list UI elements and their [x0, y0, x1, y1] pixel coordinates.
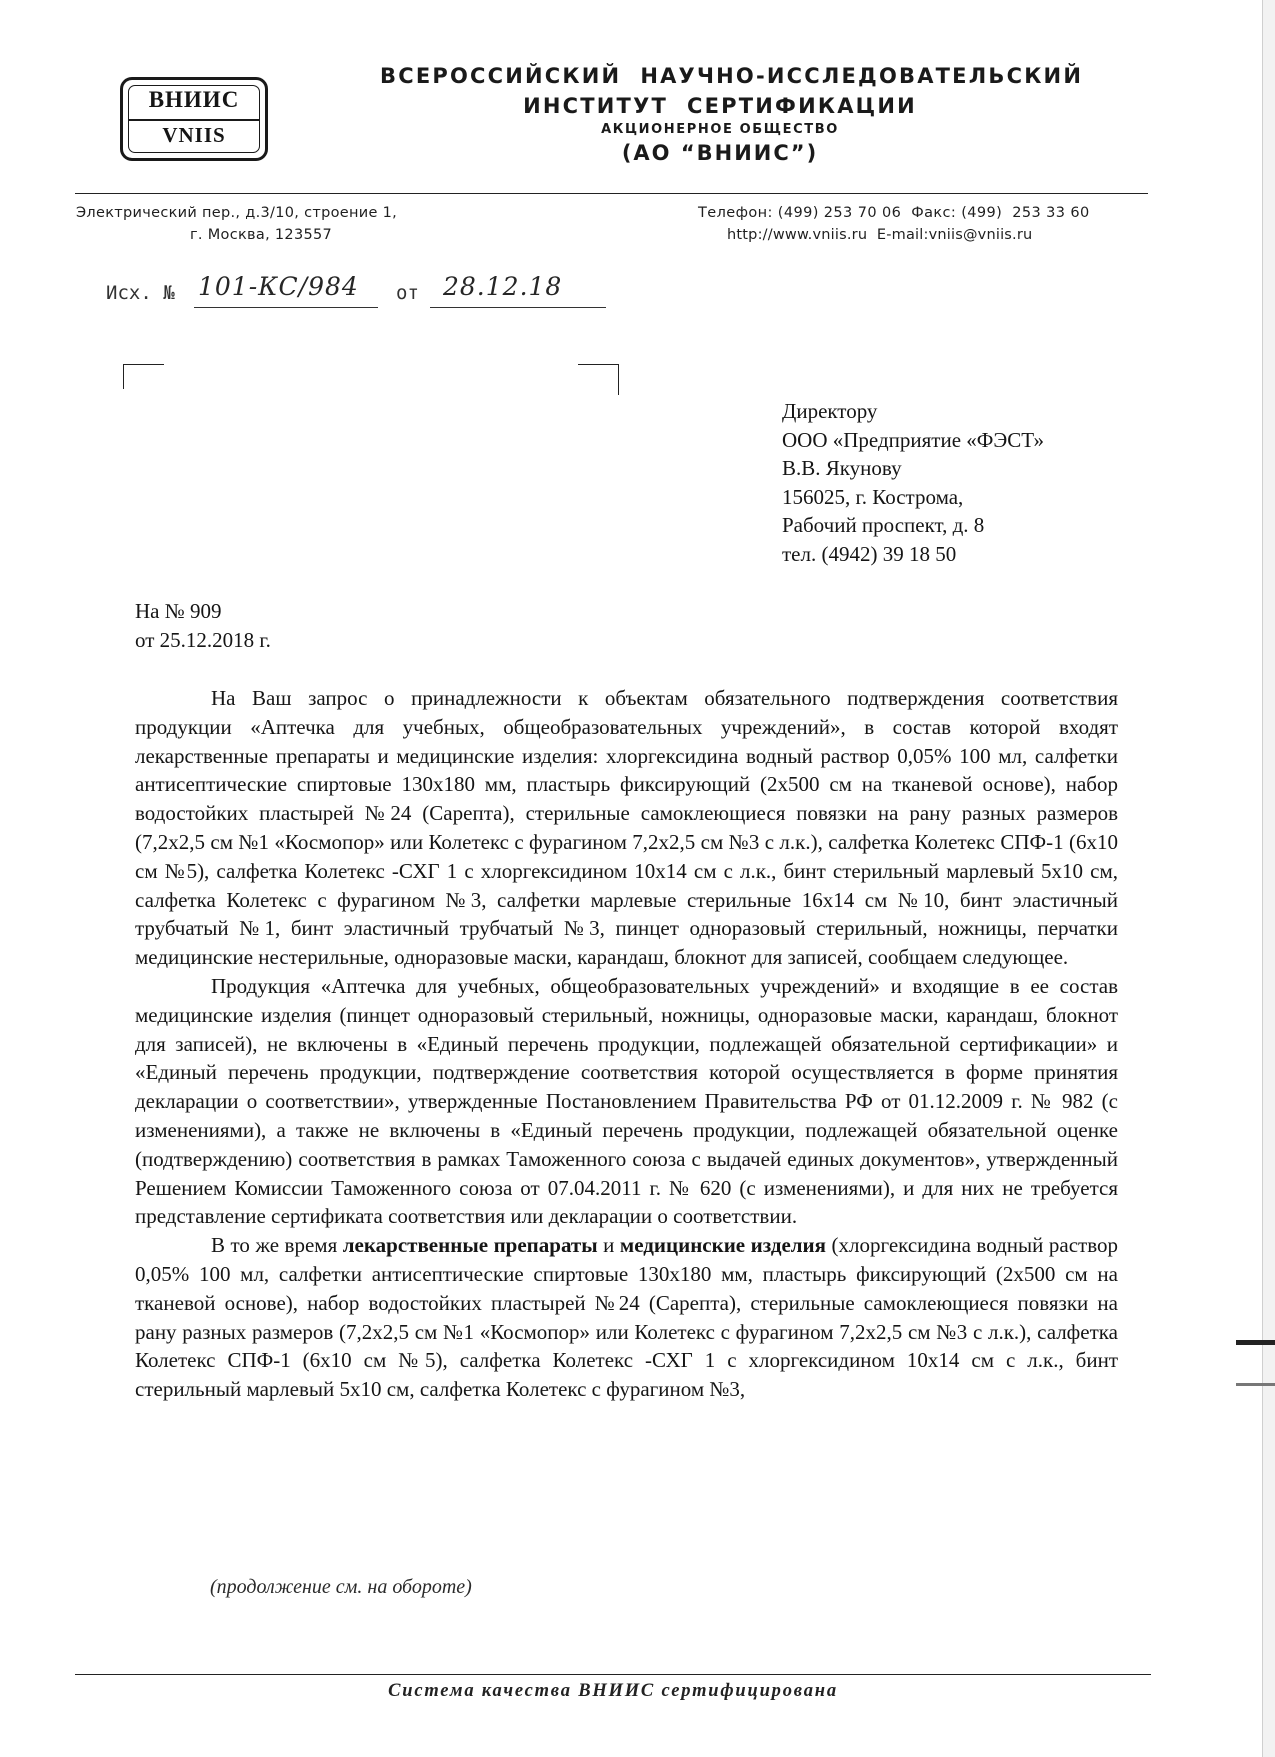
- outgoing-date-label: от: [396, 282, 419, 304]
- reply-number: На № 909: [135, 599, 222, 623]
- recipient-city: 156025, г. Кострома,: [782, 484, 964, 509]
- recipient-title: Директору: [782, 399, 878, 423]
- footer-divider: [75, 1674, 1151, 1675]
- scan-edge-mark: [1236, 1340, 1275, 1345]
- p3-start: В то же время: [211, 1233, 343, 1258]
- logo-text-cyrillic: ВНИИС: [148, 87, 240, 112]
- reply-date: от 25.12.2018 г.: [135, 627, 271, 652]
- recipient-phone: тел. (4942) 39 18 50: [782, 541, 957, 566]
- address-line1: Электрический пер., д.3/10, строение 1,: [76, 205, 398, 221]
- address-corner-mark-left: [123, 364, 164, 389]
- org-type-line: АКЦИОНЕРНОЕ ОБЩЕСТВО: [601, 122, 839, 137]
- p3-bold-drugs: лекарственные препараты: [342, 1233, 598, 1258]
- ref-number-underline: [194, 307, 378, 308]
- logo-divider: [129, 119, 259, 121]
- recipient-name: В.В. Якунову: [782, 456, 902, 480]
- outgoing-date: 28.12.18: [443, 272, 563, 301]
- continuation-note: (продолжение см. на обороте): [210, 1576, 472, 1598]
- ref-date-underline: [430, 307, 606, 308]
- recipient-block: [782, 397, 1044, 568]
- p3-bold-devices: медицинские изделия: [619, 1233, 827, 1258]
- org-name-line1: ВСЕРОССИЙСКИЙ НАУЧНО-ИССЛЕДОВАТЕЛЬСКИЙ: [380, 64, 1084, 88]
- web-email-line: http://www.vniis.ru E-mail:vniis@vniis.ru: [727, 227, 1033, 243]
- outgoing-ref-number: 101-КС/984: [198, 272, 359, 301]
- letter-body: [135, 684, 1118, 1404]
- recipient-street: Рабочий проспект, д. 8: [782, 513, 985, 537]
- phone-fax-line: Телефон: (499) 253 70 06 Факс: (499) 253 33 60: [698, 205, 1090, 221]
- scan-edge-mark: [1236, 1383, 1275, 1386]
- p3-and: и: [597, 1233, 620, 1258]
- address-line2: г. Москва, 123557: [190, 227, 333, 243]
- reply-reference: [135, 597, 271, 654]
- vniis-logo: [120, 77, 268, 161]
- body-paragraph-3: [135, 1231, 1118, 1404]
- org-short-name: (АО “ВНИИС”): [621, 141, 819, 165]
- logo-text-latin: VNIIS: [162, 123, 226, 147]
- scan-edge: [1262, 0, 1275, 1757]
- header-divider: [75, 193, 1148, 194]
- p3-rest: (хлоргексидина водный раствор 0,05% 100 мл, салфетки антисептические спиртовые 130х180 мм, пластырь фиксирующий (2х500 см на тканевой основе), набор водостойких пластырей №24 (Сарепта), стерильные самоклеющиеся повязки на рану разных размеров (7,2х2,5 см №1 «Космопор» или Колетекс с фурагином 7,2х2,5 см №3 с л.к.), салфетка Колетекс СПФ-1 (6х10 см №5), салфетка Колетекс -СХГ 1 с хлоргексидином 10х14 см с л.к., бинт стерильный марлевый 5х10 см, салфетка Колетекс с фурагином №3,: [135, 1233, 1118, 1402]
- body-paragraph-2: Продукция «Аптечка для учебных, общеобразовательных учреждений» и входящие в ее состав медицинские изделия (пинцет одноразовый стерильный, ножницы, одноразовые маски, карандаш, блокнот для записей), не включены в «Единый перечень продукции, подлежащей обязательной сертификации» и «Единый перечень продукции, подтверждение соответствия которой осуществляется в форме принятия декларации о соответствии», утвержденные Постановлением Правительства РФ от 01.12.2009 г. № 982 (с изменениями), а также не включены в «Единый перечень продукции, подлежащей обязательной оценке (подтверждению) соответствия в рамках Таможенного союза с выдачей единых документов», утвержденный Решением Комиссии Таможенного союза от 07.04.2011 г. № 620 (с изменениями), и для них не требуется представление сертификата соответствия или декларации о соответствии.: [135, 973, 1118, 1229]
- address-corner-mark-right: [578, 364, 619, 395]
- outgoing-ref-label: Исх. №: [106, 282, 175, 304]
- body-paragraph-1: На Ваш запрос о принадлежности к объектам обязательного подтверждения соответствия продукции «Аптечка для учебных, общеобразовательных учреждений», в состав которой входят лекарственные препараты и медицинские изделия: хлоргексидина водный раствор 0,05% 100 мл, салфетки антисептические спиртовые 130х180 мм, пластырь фиксирующий (2х500 см на тканевой основе), набор водостойких пластырей №24 (Сарепта), стерильные самоклеющиеся повязки на рану разных размеров (7,2х2,5 см №1 «Космопор» или Колетекс с фурагином 7,2х2,5 см №3 с л.к.), салфетка Колетекс СПФ-1 (6х10 см №5), салфетка Колетекс -СХГ 1 с хлоргексидином 10х14 см с л.к., бинт стерильный марлевый 5х10 см, салфетка Колетекс с фурагином №3, салфетки марлевые стерильные 16х14 см №10, бинт эластичный трубчатый №1, бинт эластичный трубчатый №3, пинцет одноразовый стерильный, ножницы, перчатки медицинские нестерильные, одноразовые маски, карандаш, блокнот для записей, сообщаем следующее.: [135, 686, 1118, 970]
- org-name-line2: ИНСТИТУТ СЕРТИФИКАЦИИ: [523, 94, 917, 118]
- recipient-company: ООО «Предприятие «ФЭСТ»: [782, 427, 1045, 452]
- footer-quality-note: Система качества ВНИИС сертифицирована: [388, 1681, 838, 1701]
